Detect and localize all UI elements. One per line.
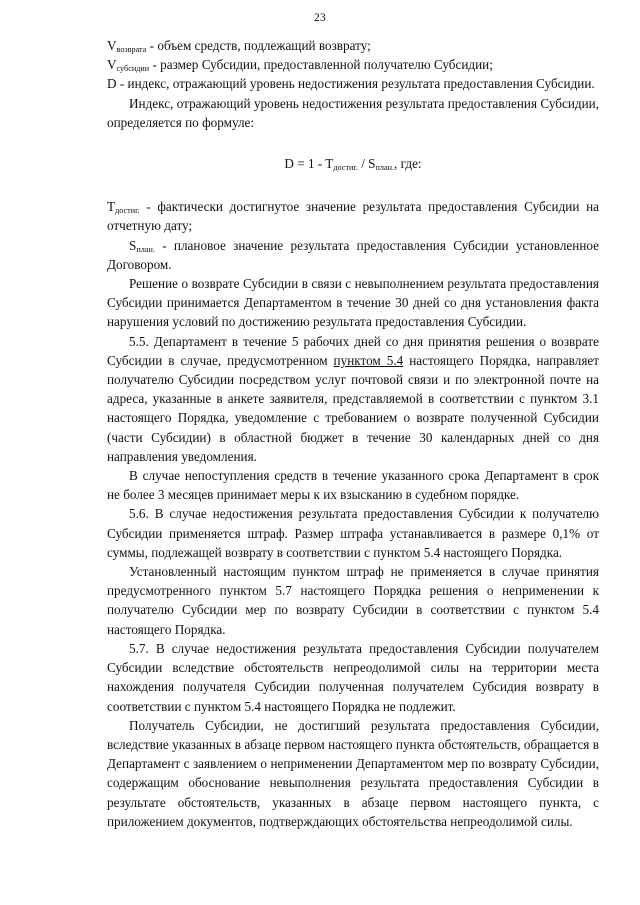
subscript-return: возврата [116, 45, 147, 54]
definition-s [107, 236, 599, 274]
paragraph-5-5 [107, 332, 599, 466]
symbol-s: S [129, 237, 137, 253]
formula-s-subscript: план. [375, 163, 395, 173]
paragraph-fine-exception: Установленный настоящим пунктом штраф не применяется в случае принятия предусмотренного пунктом 5.7 настоящего Порядка решения о неприменении к получателю Субсидии мер по возврату Субсидии в соответствии с пунктом 5.4 настоящего Порядка. [107, 564, 599, 637]
formula-lhs: D = 1 - T [284, 156, 334, 172]
definition-d: D - индекс, отражающий уровень недостижения результата предоставления Субсидии. [107, 76, 595, 92]
definition-text: - фактически достигнутое значение результата предоставления Субсидии на отчетную дату; [107, 199, 599, 234]
symbol-t: T [107, 199, 116, 215]
subscript-achieved: достиг. [115, 206, 140, 216]
definition-text: - объем средств, подлежащий возврату; [146, 38, 371, 53]
document-body [107, 36, 599, 831]
paragraph-5-7: 5.7. В случае недостижения результата предоставления Субсидии получателем Субсидии вследствие обстоятельств непреодолимой силы на территории места нахождения получателя Субсидии полученная получателем Субсидия возврату в соответствии с пунктом 5.4 настоящего Порядка не подлежит. [107, 640, 599, 714]
paragraph-5-6: 5.6. В случае недостижения результата предоставления Субсидии к получателю Субсидии применяется штраф. Размер штрафа устанавливается в размере 0,1% от суммы, подлежащей возврату в соответствии с пунктом 5.4 настоящего Порядка. [107, 506, 599, 560]
index-intro-paragraph: Индекс, отражающий уровень недостижения результата предоставления Субсидии, определяется по формуле: [107, 95, 599, 130]
definition-text: - размер Субсидии, предоставленной получателю Субсидии; [149, 57, 493, 73]
symbol-v: V [107, 38, 117, 53]
paragraph-return-decision: Решение о возврате Субсидии в связи с невыполнением результата предоставления Субсидии принимается Департаментом в течение 30 дней со дня установления факта нарушения условий по достижению результата предоставления Субсидии. [107, 276, 599, 330]
definition-v-return [107, 36, 599, 55]
paragraph-text: 5.5. Департамент в течение 5 рабочих дней со дня принятия решения о возврате Субсидии в случае, предусмотренном [107, 333, 599, 368]
paragraph-text: настоящего Порядка, направляет получателю Субсидии посредством услуг почтовой связи и по электронной почте на адреса, указанные в анкете заявителя, представляемой в соответствии с пунктом 3.1 настоящего Порядка, уведомление с требованием о возврате полученной Субсидии (части Субсидии) в областной бюджет в течение 30 календарных дней со дня направления уведомления. [107, 352, 600, 464]
definition-v-subsidy [107, 55, 599, 74]
formula-t-subscript: достиг. [333, 163, 358, 173]
definition-text: - плановое значение результата предоставления Субсидии установленное Договором. [107, 237, 599, 272]
symbol-v: V [107, 57, 117, 73]
formula-rhs: , где: [394, 156, 422, 172]
formula [107, 154, 599, 173]
paragraph-non-receipt: В случае непоступления средств в течение указанного срока Департамент в срок не более 3 месяцев принимает меры к их взысканию в судебном порядке. [107, 468, 599, 503]
definition-t [107, 197, 599, 235]
link-item-5-4[interactable]: пунктом 5.4 [333, 352, 404, 368]
paragraph-force-majeure-application: Получатель Субсидии, не достигший результата предоставления Субсидии, вследствие указанных в абзаце первом настоящего пункта обстоятельств, обращается в Департамент с заявлением о неприменении Департаментом мер по возврату Субсидии, содержащим обоснование невыполнения результата предоставления Субсидии в результате обстоятельств, указанных в абзаце первом настоящего пункта, с приложением документов, подтверждающих обстоятельства непреодолимой силы. [107, 717, 599, 829]
subscript-subsidy: субсидии [116, 64, 150, 74]
formula-mid: / S [357, 156, 376, 172]
subscript-plan: план. [136, 244, 155, 254]
page-number: 23 [313, 12, 327, 24]
